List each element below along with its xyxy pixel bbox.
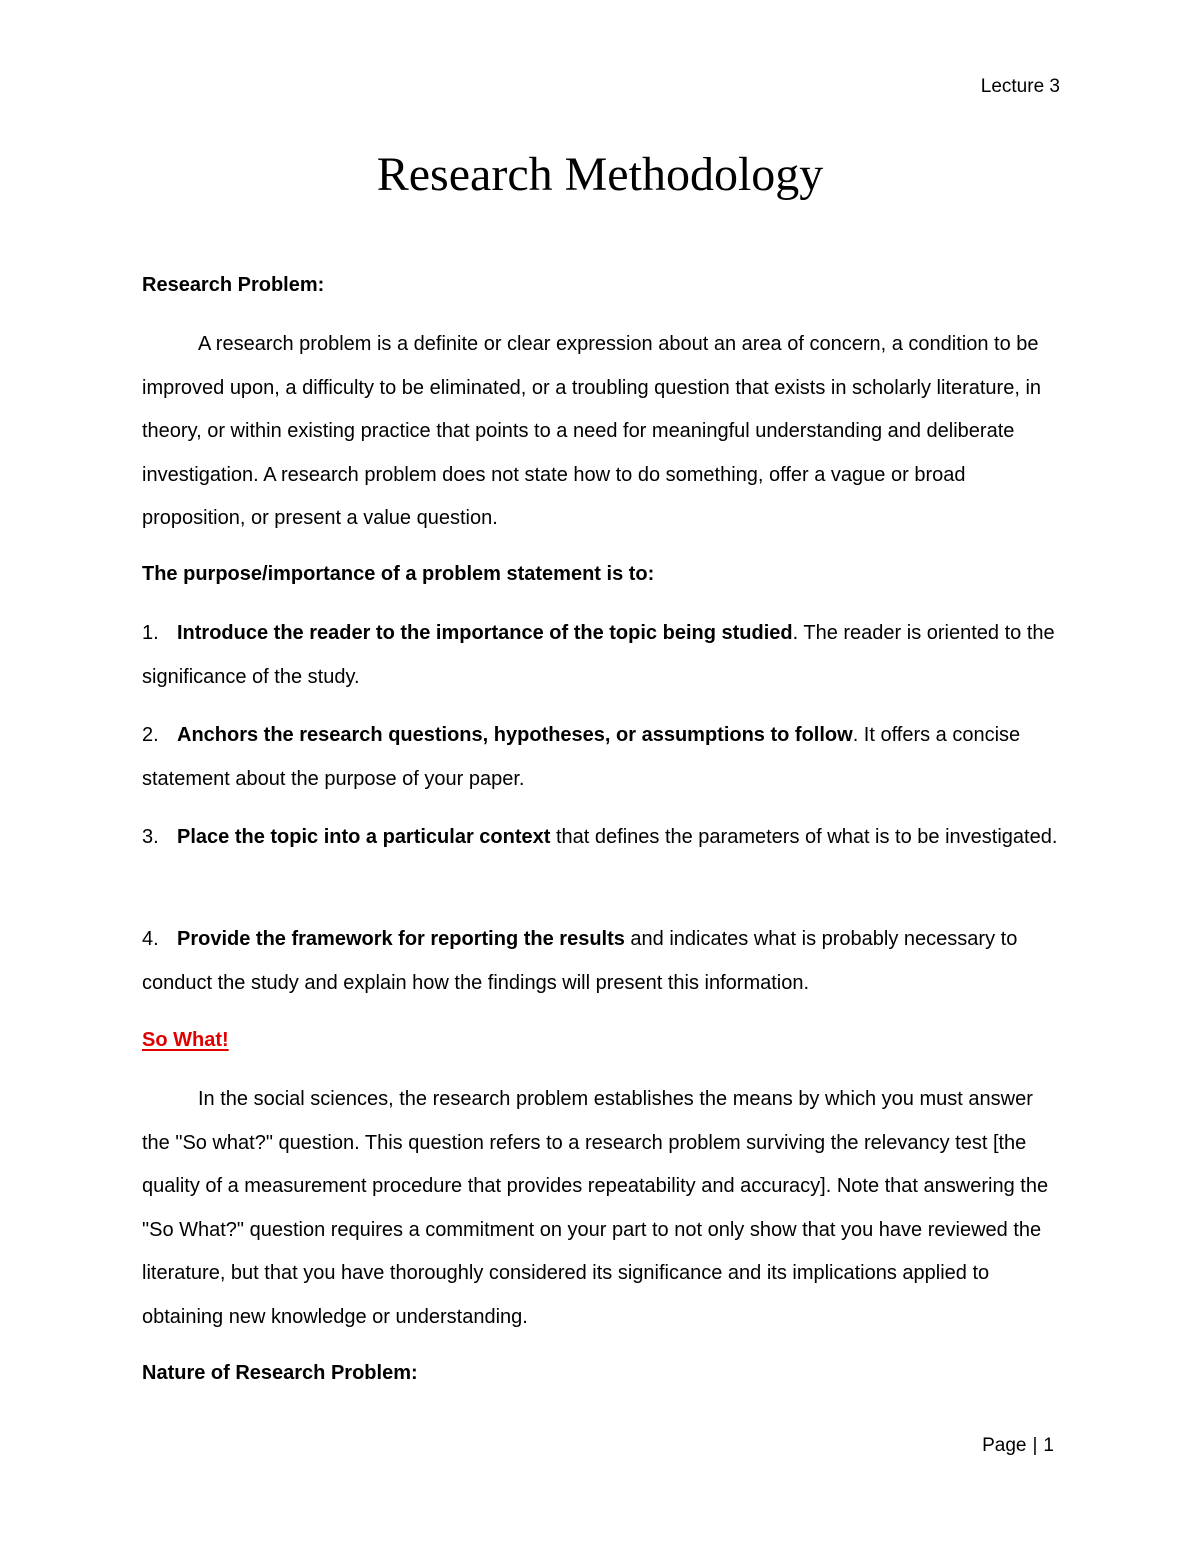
- list-number: 2.: [142, 724, 159, 746]
- page-label: Page: [982, 1435, 1027, 1456]
- list-number: 4.: [142, 928, 159, 950]
- list-item-bold: Introduce the reader to the importance of the topic being studied: [177, 622, 793, 644]
- list-number: 1.: [142, 622, 159, 644]
- page-number: 1: [1043, 1435, 1054, 1456]
- purpose-list-item-2: [142, 714, 1062, 801]
- list-item-text: . The reader is oriented to the significance of the study.: [142, 622, 1055, 688]
- lecture-label: Lecture 3: [980, 76, 1060, 97]
- purpose-list-item-1: [142, 612, 1062, 699]
- page-footer: [982, 1433, 1054, 1459]
- research-problem-heading: Research Problem:: [142, 274, 325, 296]
- purpose-list-item-4: [142, 918, 1062, 1005]
- list-item-bold: Anchors the research questions, hypotheses, or assumptions to follow: [177, 724, 853, 746]
- nature-heading: Nature of Research Problem:: [142, 1362, 418, 1384]
- research-problem-paragraph: A research problem is a definite or clear expression about an area of concern, a condition to be improved upon, a difficulty to be eliminated, or a troubling question that exists in scholarly literature, in theory, or within existing practice that points to a need for meaningful understanding and deliberate investigation. A research problem does not state how to do something, offer a vague or broad proposition, or present a value question.: [142, 333, 1042, 529]
- page-title: Research Methodology: [376, 148, 824, 201]
- so-what-heading: So What!: [142, 1029, 229, 1051]
- list-number: 3.: [142, 826, 159, 848]
- list-item-text: and indicates what is probably necessary to conduct the study and explain how the findings will present this information.: [142, 928, 1018, 994]
- page-separator: |: [1032, 1435, 1038, 1456]
- list-item-text: . It offers a concise statement about the purpose of your paper.: [142, 724, 1021, 790]
- list-item-bold: Place the topic into a particular context: [177, 826, 551, 848]
- so-what-paragraph: In the social sciences, the research problem establishes the means by which you must answer the "So what?" question. This question refers to a research problem surviving the relevancy test [the quality of a measurement procedure that provides repeatability and accuracy]. Note that answering the "So What?" question requires a commitment on your part to not only show that you have reviewed the literature, but that you have thoroughly considered its significance and its implications applied to obtaining new knowledge or understanding.: [142, 1088, 1049, 1328]
- purpose-list-item-3: [142, 816, 1062, 860]
- purpose-heading: The purpose/importance of a problem statement is to:: [142, 563, 655, 585]
- list-item-text: that defines the parameters of what is to be investigated.: [550, 826, 1058, 848]
- list-item-bold: Provide the framework for reporting the results: [177, 928, 625, 950]
